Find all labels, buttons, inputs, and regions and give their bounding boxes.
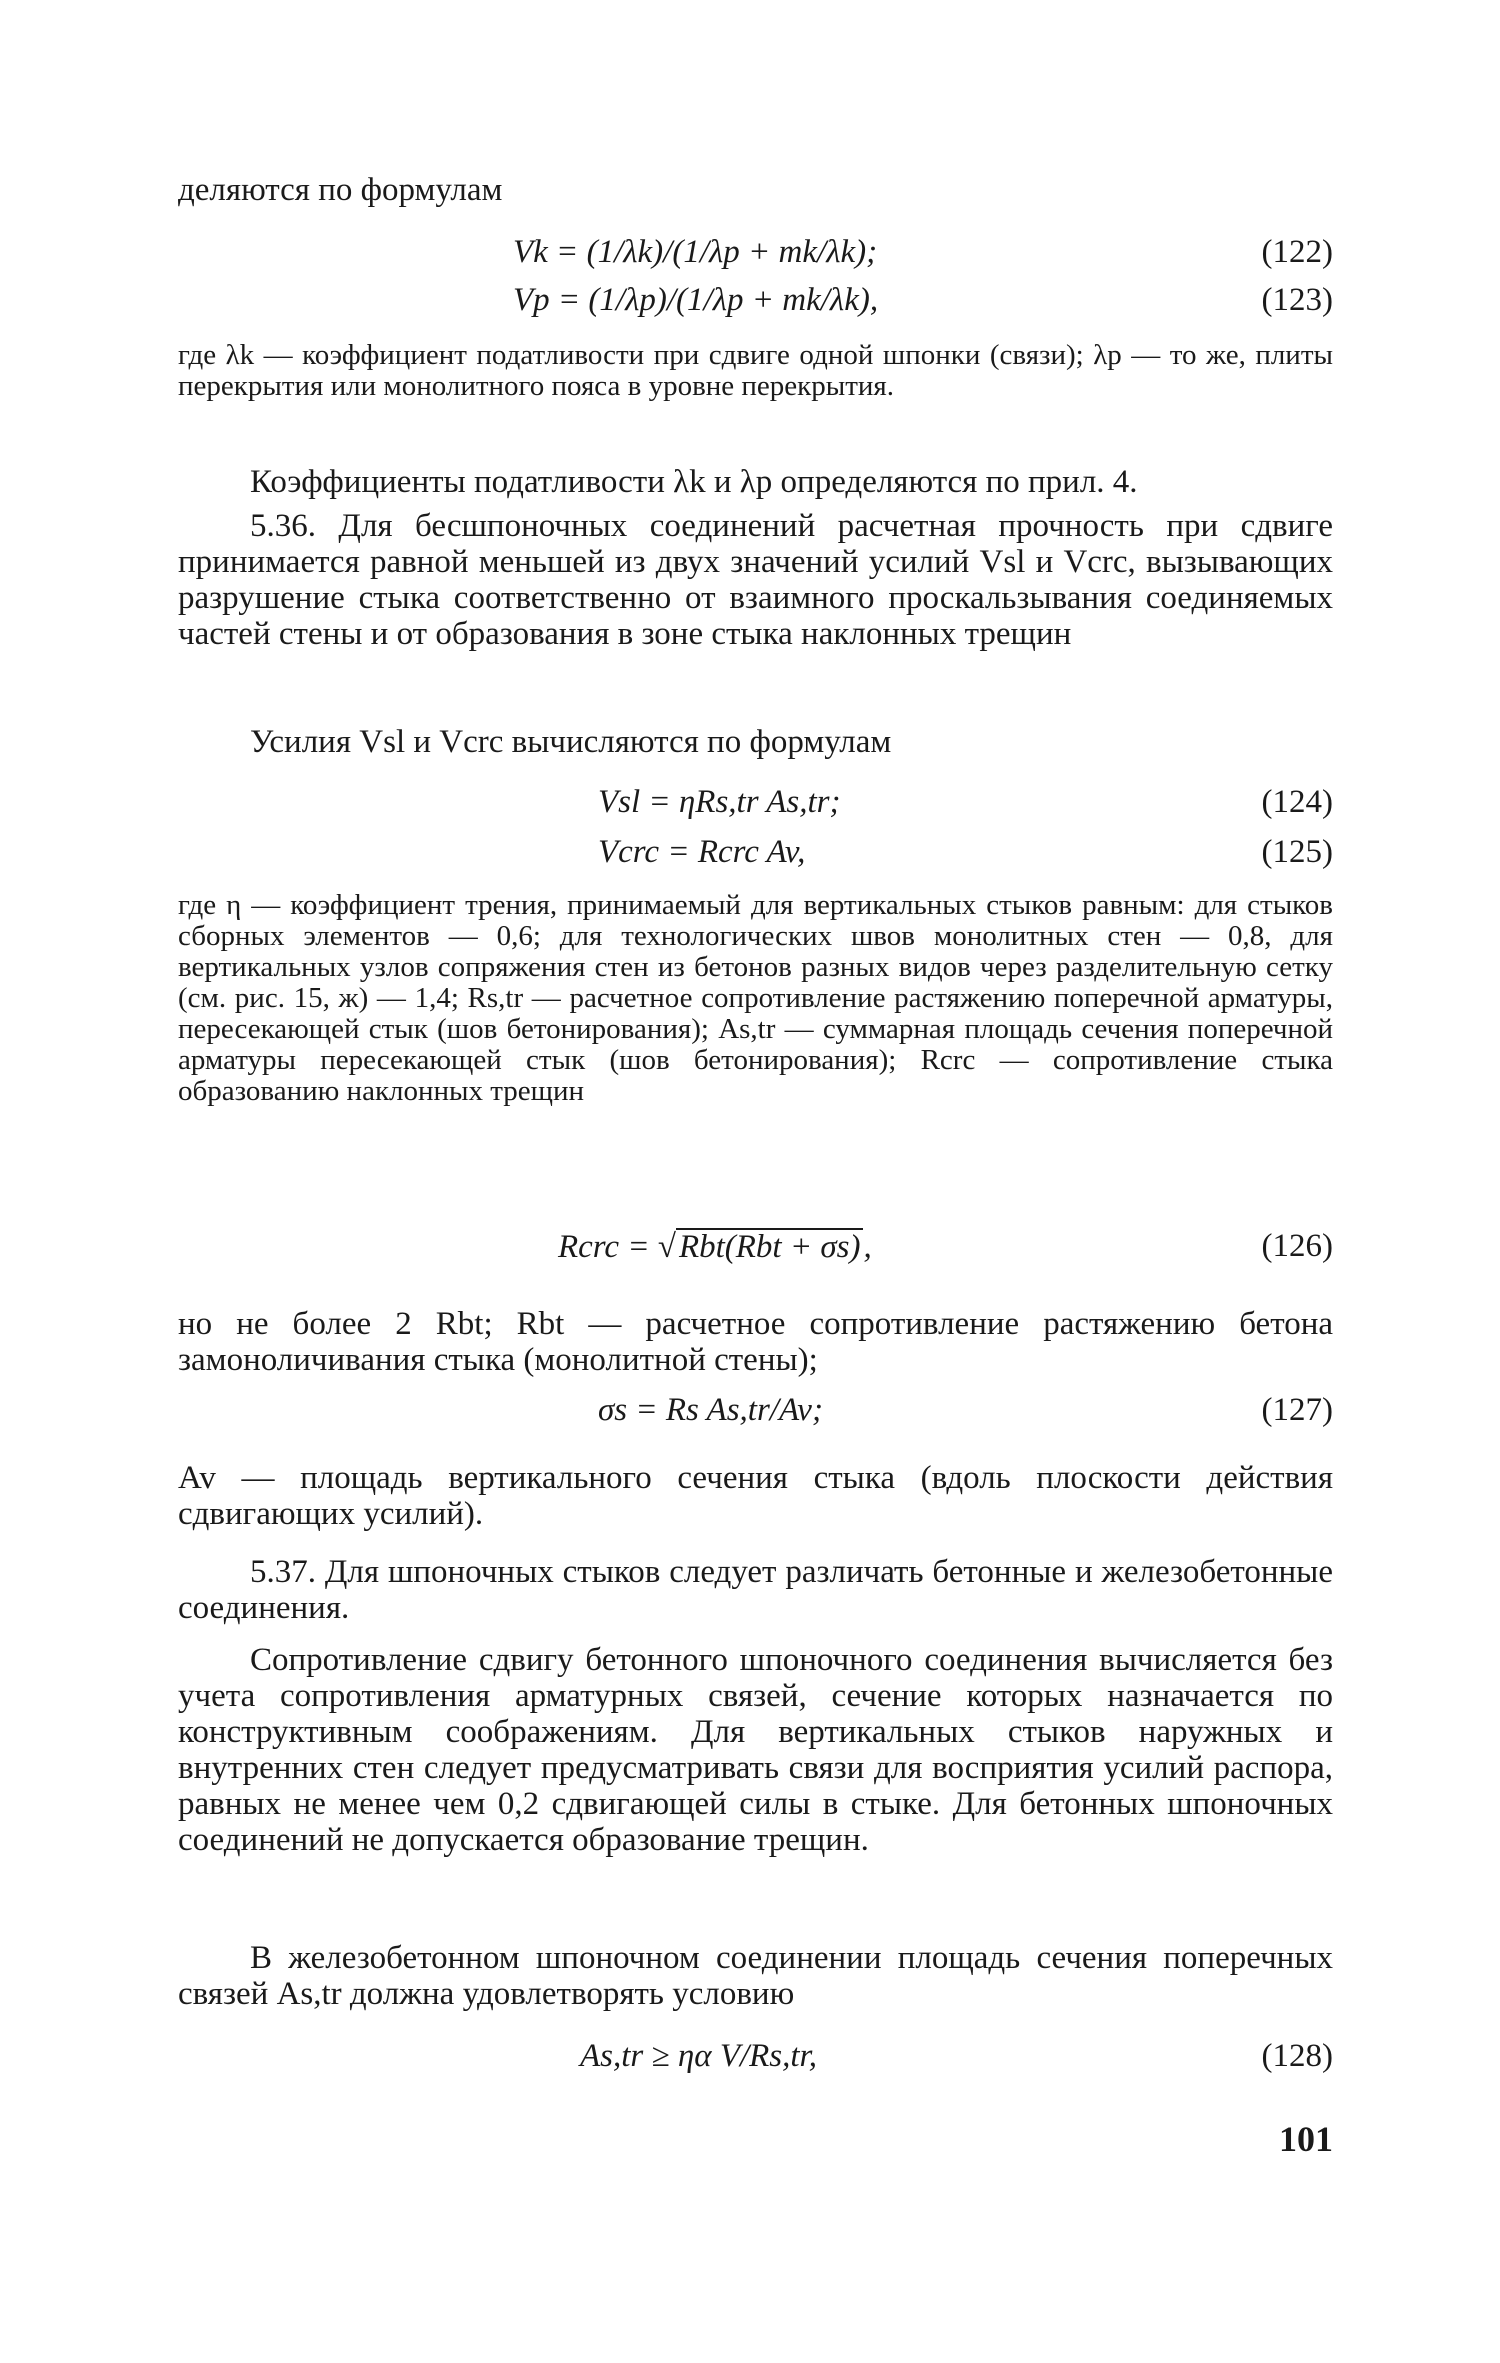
- formula-expr-suffix: ,: [863, 1229, 872, 1265]
- paragraph-text: Коэффициенты податливости λk и λp определяются по прил. 4.: [250, 464, 1138, 500]
- intro-line: [178, 172, 1333, 208]
- paragraph-shear-resistance: [178, 1642, 1333, 1858]
- paragraph-text: но не более 2 Rbt; Rbt — расчетное сопротивление растяжению бетона замоноличивания стыка (монолитной стены);: [178, 1306, 1333, 1378]
- formula-expr: σs = Rs As,tr/Av;: [598, 1392, 823, 1428]
- formula-number: (123): [1261, 282, 1333, 318]
- formula-125: [178, 834, 1333, 878]
- formula-expr: Vk = (1/λk)/(1/λp + mk/λk);: [513, 234, 878, 270]
- formula-124: [178, 784, 1333, 828]
- paragraph-av: [178, 1460, 1333, 1532]
- paragraph-reinforced: [178, 1940, 1333, 2012]
- intro-text: деляются по формулам: [178, 172, 503, 208]
- paragraph-text: 5.36. Для бесшпоночных соединений расчетная прочность при сдвиге принимается равной меньшей из двух значений усилий Vsl и Vcrc, вызывающих разрушение стыка соответственно от взаимного проскальзывания соединяемых частей стены и от образования в зоне стыка наклонных трещин: [178, 508, 1333, 652]
- formula-number: (122): [1261, 234, 1333, 270]
- formula-122: [178, 234, 1333, 278]
- paragraph-lambda-definitions: [178, 340, 1333, 402]
- paragraph-text: Усилия Vsl и Vcrc вычисляются по формулам: [250, 724, 892, 760]
- formula-expr: Vsl = ηRs,tr As,tr;: [598, 784, 841, 820]
- formula-expr-prefix: Rcrc = √: [558, 1229, 676, 1265]
- formula-127: [178, 1392, 1333, 1436]
- formula-expr: Vp = (1/λp)/(1/λp + mk/λk),: [513, 282, 879, 318]
- paragraph-5-36: [178, 508, 1333, 652]
- paragraph-not-more: [178, 1306, 1333, 1378]
- paragraph-text: Сопротивление сдвигу бетонного шпоночного соединения вычисляется без учета сопротивления арматурных связей, сечение которых назначается по конструктивным соображениям. Для вертикальных стыков наружных и внутренних стен следует предусматривать связи для восприятия усилий распора, равных не менее чем 0,2 сдвигающей силы в стыке. Для бетонных шпоночных соединений не допускается образование трещин.: [178, 1642, 1333, 1858]
- formula-number: (127): [1261, 1392, 1333, 1428]
- paragraph-eta-definitions: [178, 890, 1333, 1107]
- paragraph-text: где η — коэффициент трения, принимаемый для вертикальных стыков равным: для стыков сборных элементов — 0,6; для технологических швов монолитных стен — 0,8, для вертикальных узлов сопряжения стен из бетонов разных видов через разделительную сетку (см. рис. 15, ж) — 1,4; Rs,tr — расчетное сопротивление растяжению поперечной арматуры, пересекающей стык (шов бетонирования); As,tr — суммарная площадь сечения поперечной арматуры пересекающей стык (шов бетонирования); Rcrc — сопротивление стыка образованию наклонных трещин: [178, 889, 1333, 1107]
- paragraph-text: Av — площадь вертикального сечения стыка (вдоль плоскости действия сдвигающих усилий).: [178, 1460, 1333, 1532]
- formula-128: [178, 2038, 1333, 2082]
- paragraph-text: где λk — коэффициент податливости при сдвиге одной шпонки (связи); λp — то же, плиты перекрытия или монолитного пояса в уровне перекрытия.: [178, 339, 1333, 402]
- page-number: 101: [1279, 2119, 1333, 2159]
- paragraph-text: 5.37. Для шпоночных стыков следует различать бетонные и железобетонные соединения.: [178, 1554, 1333, 1626]
- formula-123: [178, 282, 1333, 326]
- formula-expr: As,tr ≥ ηα V/Rs,tr,: [580, 2038, 817, 2074]
- sqrt-radicand: Rbt(Rbt + σs): [676, 1228, 864, 1264]
- formula-126: [178, 1228, 1333, 1272]
- formula-number: (128): [1261, 2038, 1333, 2074]
- formula-expr: [558, 1228, 872, 1266]
- paragraph-5-37: [178, 1554, 1333, 1626]
- formula-number: (124): [1261, 784, 1333, 820]
- formula-number: (125): [1261, 834, 1333, 870]
- paragraph-forces: [178, 724, 1333, 760]
- paragraph-coefficients: [178, 464, 1333, 500]
- formula-expr: Vcrc = Rcrc Av,: [598, 834, 806, 870]
- paragraph-text: В железобетонном шпоночном соединении площадь сечения поперечных связей As,tr должна удовлетворять условию: [178, 1940, 1333, 2012]
- formula-number: (126): [1261, 1228, 1333, 1264]
